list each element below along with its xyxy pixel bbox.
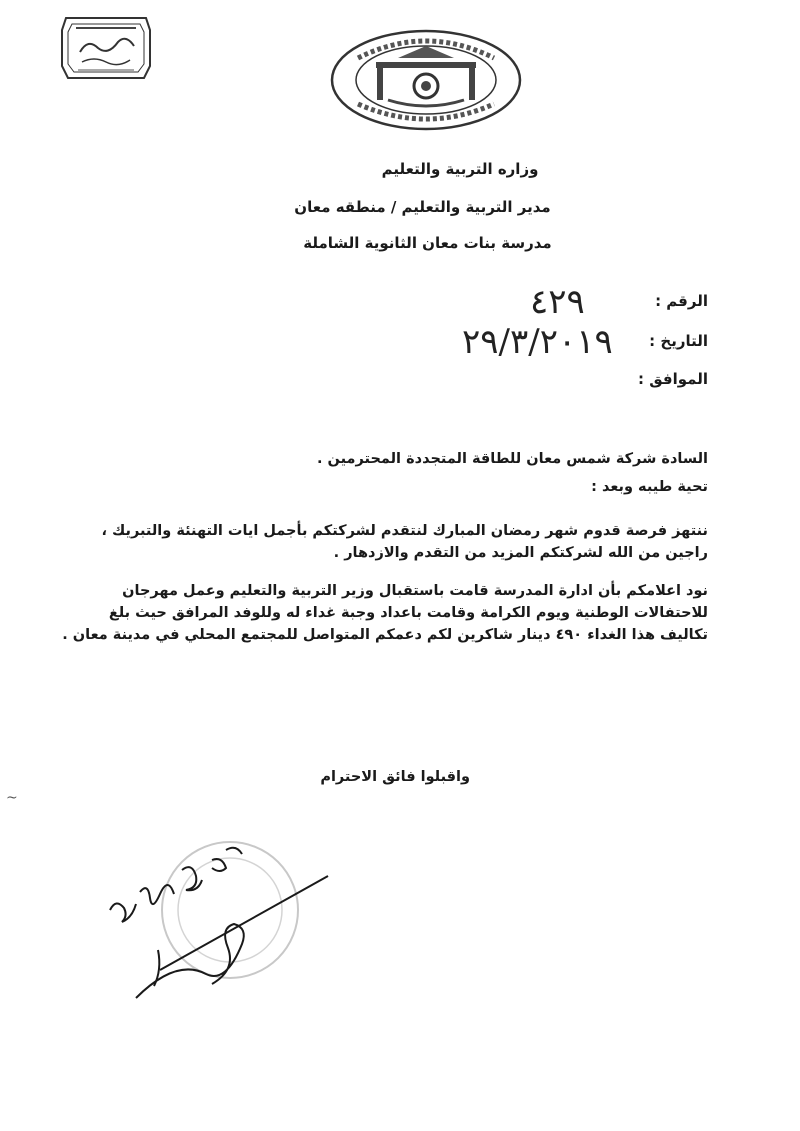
handwritten-signature-icon (100, 820, 360, 1010)
kingdom-emblem-seal-icon (328, 28, 524, 132)
school-stamp-icon (58, 14, 154, 82)
reference-number: ٤٢٩ (530, 282, 585, 322)
date-value: ٢٩/٣/٢٠١٩ (462, 322, 613, 362)
directorate-title: مدير التربية والتعليم / منطقه معان (294, 198, 551, 216)
hijri-date-label: الموافق : (638, 370, 708, 388)
margin-mark: ~ (6, 790, 18, 806)
paragraph-notice: نود اعلامكم بأن ادارة المدرسة قامت باستقبال وزير التربية والتعليم وعمل مهرجان للاحتفالات الوطنية ويوم الكرامة وقامت باعداد وجبة غداء له وللوفد المرافق حيث بلغ تكاليف هذا الغداء ٤٩٠ دينار شاكرين لكم دعمكم المتواصل للمجتمع المحلي في مدينة معان . (62, 583, 708, 643)
reference-label: الرقم : (655, 292, 708, 310)
addressee: السادة شركة شمس معان للطاقة المتجددة المحترمين . (317, 451, 708, 467)
ministry-title: وزاره التربية والتعليم (381, 160, 539, 178)
closing-phrase: واقبلوا فائق الاحترام (320, 769, 470, 785)
school-title: مدرسة بنات معان الثانوية الشاملة (303, 234, 552, 252)
greeting: تحية طيبه وبعد : (591, 479, 708, 495)
paragraph-congratulations: ننتهز فرصة قدوم شهر رمضان المبارك لنتقدم لشركتكم بأجمل ايات التهنئة والتبريك ، راجين من الله لشركتكم المزيد من التقدم والازدهار . (101, 523, 708, 561)
date-label: التاريخ : (649, 332, 708, 350)
